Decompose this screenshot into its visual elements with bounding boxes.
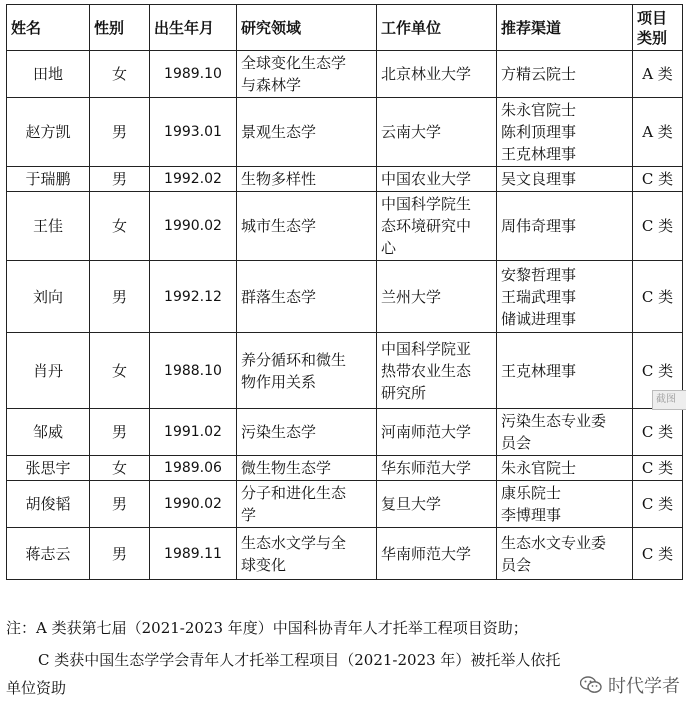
cell-channel bbox=[497, 456, 633, 481]
cell-field-line: 养分循环和微生 bbox=[241, 350, 347, 369]
cell-name: 胡俊韬 bbox=[7, 481, 90, 528]
screenshot-tab[interactable]: 截图 bbox=[652, 390, 686, 410]
cell-unit-line: 复旦大学 bbox=[381, 495, 442, 513]
cell-channel-line: 生态水文专业委 bbox=[501, 533, 607, 552]
cell-field-line: 球变化 bbox=[241, 555, 287, 574]
cell-birth: 1988.10 bbox=[150, 333, 237, 409]
cell-unit-line: 中国科学院亚 bbox=[381, 339, 472, 358]
cell-category: C 类 bbox=[633, 481, 683, 528]
cell-field-line: 生态水文学与全 bbox=[241, 533, 347, 552]
cell-unit-line: 中国农业大学 bbox=[381, 170, 472, 188]
cell-field bbox=[237, 528, 377, 580]
cell-birth: 1992.12 bbox=[150, 261, 237, 333]
header-unit: 工作单位 bbox=[377, 5, 497, 51]
table-header-row bbox=[7, 5, 683, 51]
cell-field bbox=[237, 167, 377, 192]
cell-channel bbox=[497, 98, 633, 167]
cell-channel-line: 吴文良理事 bbox=[501, 170, 577, 188]
cell-gender: 男 bbox=[90, 167, 150, 192]
table-row bbox=[7, 261, 683, 333]
cell-gender: 男 bbox=[90, 261, 150, 333]
cell-name: 田地 bbox=[7, 51, 90, 98]
cell-category: C 类 bbox=[633, 261, 683, 333]
cell-channel bbox=[497, 333, 633, 409]
table-row bbox=[7, 192, 683, 261]
table-row bbox=[7, 333, 683, 409]
cell-gender: 男 bbox=[90, 409, 150, 456]
cell-category: C 类 bbox=[633, 167, 683, 192]
cell-birth: 1992.02 bbox=[150, 167, 237, 192]
roster-table bbox=[6, 4, 683, 580]
cell-gender: 女 bbox=[90, 51, 150, 98]
cell-unit-line: 心 bbox=[381, 239, 397, 257]
cell-birth: 1991.02 bbox=[150, 409, 237, 456]
cell-channel bbox=[497, 192, 633, 261]
cell-field-line: 污染生态学 bbox=[241, 423, 317, 441]
cell-unit-line: 中国科学院生 bbox=[381, 195, 472, 213]
cell-name: 赵方凯 bbox=[7, 98, 90, 167]
cell-channel-line: 李博理事 bbox=[501, 506, 562, 524]
cell-category: A 类 bbox=[633, 51, 683, 98]
cell-gender: 女 bbox=[90, 333, 150, 409]
cell-field-line: 物作用关系 bbox=[241, 372, 317, 391]
cell-unit-line: 北京林业大学 bbox=[381, 65, 472, 83]
note-line-2: C 类获中国生态学学会青年人才托举工程项目（2021-2023 年）被托举人依托 bbox=[38, 651, 561, 669]
cell-unit-line: 云南大学 bbox=[381, 123, 442, 141]
cell-unit bbox=[377, 98, 497, 167]
cell-unit-line: 河南师范大学 bbox=[381, 423, 472, 441]
cell-unit-line: 兰州大学 bbox=[381, 287, 442, 306]
cell-category: A 类 bbox=[633, 98, 683, 167]
cell-field-line: 微生物生态学 bbox=[241, 459, 332, 477]
table-row bbox=[7, 528, 683, 580]
header-field: 研究领域 bbox=[237, 5, 377, 51]
cell-field bbox=[237, 481, 377, 528]
cell-channel-line: 朱永官院士 bbox=[501, 101, 577, 119]
table-row bbox=[7, 167, 683, 192]
cell-field-line: 全球变化生态学 bbox=[241, 54, 347, 72]
table-row bbox=[7, 98, 683, 167]
cell-channel-line: 员会 bbox=[501, 555, 532, 574]
cell-birth: 1989.06 bbox=[150, 456, 237, 481]
cell-channel-line: 王瑞武理事 bbox=[501, 287, 577, 306]
cell-channel-line: 员会 bbox=[501, 434, 532, 452]
cell-unit-line: 态环境研究中 bbox=[381, 217, 472, 235]
header-category: 项目类别 bbox=[633, 5, 683, 51]
cell-field bbox=[237, 261, 377, 333]
cell-field bbox=[237, 98, 377, 167]
cell-unit bbox=[377, 51, 497, 98]
cell-unit bbox=[377, 192, 497, 261]
cell-gender: 男 bbox=[90, 528, 150, 580]
cell-gender: 女 bbox=[90, 456, 150, 481]
cell-field bbox=[237, 409, 377, 456]
cell-name: 刘向 bbox=[7, 261, 90, 333]
cell-category: C 类 bbox=[633, 456, 683, 481]
cell-field-line: 学 bbox=[241, 506, 257, 524]
cell-field bbox=[237, 51, 377, 98]
cell-channel bbox=[497, 528, 633, 580]
cell-channel bbox=[497, 261, 633, 333]
cell-channel-line: 周伟奇理事 bbox=[501, 217, 577, 235]
cell-channel-line: 朱永官院士 bbox=[501, 459, 577, 477]
cell-category: C 类 bbox=[633, 192, 683, 261]
cell-field bbox=[237, 192, 377, 261]
cell-channel-line: 王克林理事 bbox=[501, 361, 577, 380]
cell-category: C 类 bbox=[633, 333, 683, 409]
cell-unit-line: 华南师范大学 bbox=[381, 544, 472, 563]
cell-gender: 女 bbox=[90, 192, 150, 261]
cell-birth: 1989.10 bbox=[150, 51, 237, 98]
table-row bbox=[7, 481, 683, 528]
cell-birth: 1993.01 bbox=[150, 98, 237, 167]
header-gender: 性别 bbox=[90, 5, 150, 51]
cell-name: 邹威 bbox=[7, 409, 90, 456]
table-row bbox=[7, 51, 683, 98]
cell-name: 王佳 bbox=[7, 192, 90, 261]
cell-channel-line: 方精云院士 bbox=[501, 65, 577, 83]
cell-unit bbox=[377, 528, 497, 580]
cell-name: 肖丹 bbox=[7, 333, 90, 409]
wechat-icon bbox=[580, 676, 602, 694]
cell-channel-line: 陈利顶理事 bbox=[501, 123, 577, 141]
cell-channel-line: 安黎哲理事 bbox=[501, 265, 577, 284]
cell-unit bbox=[377, 167, 497, 192]
note-line-1: 注：A 类获第七届（2021-2023 年度）中国科协青年人才托举工程项目资助； bbox=[6, 619, 528, 637]
cell-channel bbox=[497, 409, 633, 456]
cell-birth: 1990.02 bbox=[150, 481, 237, 528]
cell-channel-line: 康乐院士 bbox=[501, 484, 562, 502]
cell-birth: 1989.11 bbox=[150, 528, 237, 580]
cell-channel-line: 王克林理事 bbox=[501, 145, 577, 163]
cell-channel bbox=[497, 51, 633, 98]
cell-category: C 类 bbox=[633, 409, 683, 456]
cell-field-line: 生物多样性 bbox=[241, 170, 317, 188]
cell-unit bbox=[377, 481, 497, 528]
cell-unit-line: 华东师范大学 bbox=[381, 459, 472, 477]
note-line-3: 单位资助 bbox=[6, 679, 67, 697]
cell-name: 蒋志云 bbox=[7, 528, 90, 580]
cell-unit bbox=[377, 456, 497, 481]
cell-birth: 1990.02 bbox=[150, 192, 237, 261]
cell-field-line: 分子和进化生态 bbox=[241, 484, 347, 502]
watermark-text: 时代学者 bbox=[608, 676, 680, 697]
cell-category: C 类 bbox=[633, 528, 683, 580]
table-row bbox=[7, 456, 683, 481]
cell-unit bbox=[377, 409, 497, 456]
cell-unit-line: 热带农业生态 bbox=[381, 361, 472, 380]
cell-gender: 男 bbox=[90, 481, 150, 528]
cell-channel bbox=[497, 167, 633, 192]
watermark bbox=[580, 672, 680, 698]
cell-field-line: 城市生态学 bbox=[241, 217, 317, 235]
header-name: 姓名 bbox=[7, 5, 90, 51]
cell-unit bbox=[377, 261, 497, 333]
cell-channel bbox=[497, 481, 633, 528]
header-birth: 出生年月 bbox=[150, 5, 237, 51]
header-channel: 推荐渠道 bbox=[497, 5, 633, 51]
cell-field-line: 群落生态学 bbox=[241, 287, 317, 306]
cell-field-line: 景观生态学 bbox=[241, 123, 317, 141]
cell-channel-line: 污染生态专业委 bbox=[501, 412, 607, 430]
table-row bbox=[7, 409, 683, 456]
cell-name: 张思宇 bbox=[7, 456, 90, 481]
cell-channel-line: 储诚进理事 bbox=[501, 309, 577, 328]
cell-gender: 男 bbox=[90, 98, 150, 167]
cell-name: 于瑞鹏 bbox=[7, 167, 90, 192]
cell-field-line: 与森林学 bbox=[241, 76, 302, 94]
cell-unit bbox=[377, 333, 497, 409]
cell-unit-line: 研究所 bbox=[381, 383, 427, 402]
cell-field bbox=[237, 456, 377, 481]
cell-field bbox=[237, 333, 377, 409]
